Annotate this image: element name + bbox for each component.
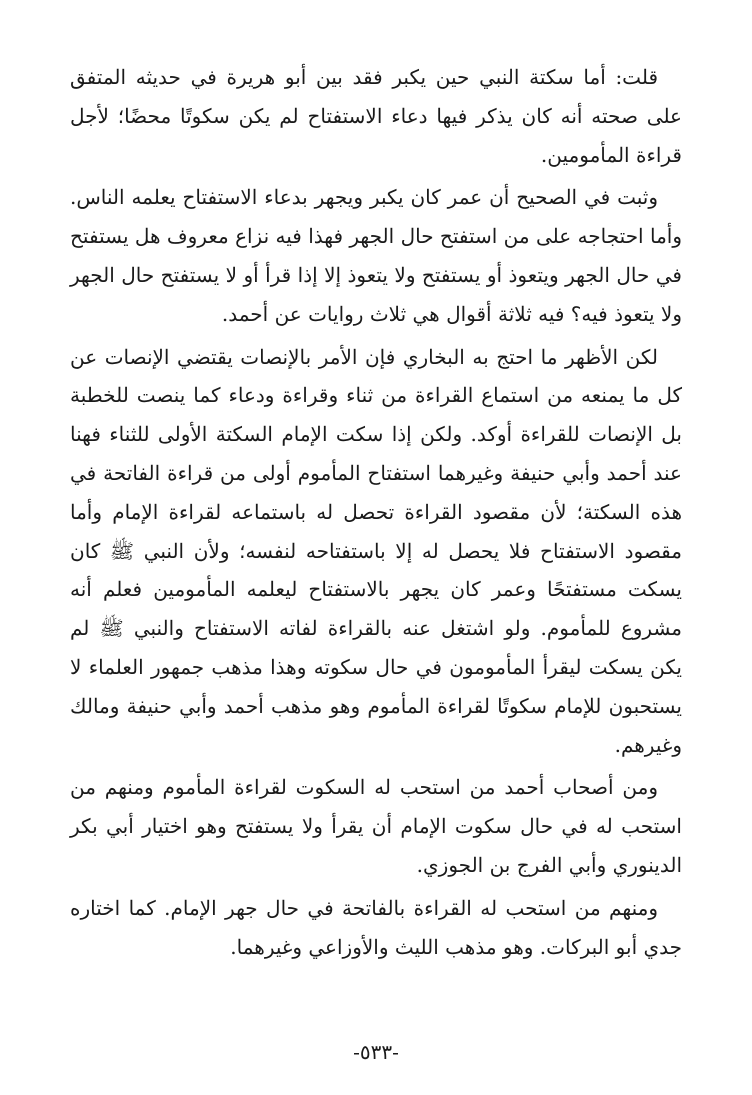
page-number: -٥٣٣-: [353, 1040, 399, 1064]
paragraph-5: ومنهم من استحب له القراءة بالفاتحة في حال جهر الإمام. كما اختاره جدي أبو البركات. وهو مذهب الليث والأوزاعي وغيرهما.: [70, 895, 682, 959]
paragraph-4: ومن أصحاب أحمد من استحب له السكوت لقراءة المأموم ومنهم من استحب له في حال سكوت الإمام أن يقرأ ولا يستفتح وهو اختيار أبي بكر الدينوري وأبي الفرج بن الجوزي.: [70, 775, 682, 877]
body-text: [70, 58, 682, 970]
paragraph-1: قلت: أما سكتة النبي حين يكبر فقد بين أبو هريرة في حديثه المتفق على صحته أنه كان يذكر فيها دعاء الاستفتاح لم يكن سكوتًا محضًا؛ لأجل قراءة المأمومين.: [70, 65, 682, 167]
paragraph-2: وثبت في الصحيح أن عمر كان يكبر ويجهر بدعاء الاستفتاح يعلمه الناس. وأما احتجاجه على من استفتح حال الجهر فهذا فيه نزاع معروف هل يستفتح في حال الجهر ويتعوذ أو يستفتح ولا يتعوذ إلا إذا قرأ أو لا يستفتح حال الجهر ولا يتعوذ فيه؟ فيه ثلاثة أقوال هي ثلاث روايات عن أحمد.: [70, 185, 682, 326]
paragraph-3: لكن الأظهر ما احتج به البخاري فإن الأمر بالإنصات يقتضي الإنصات عن كل ما يمنعه من استماع القراءة من ثناء وقراءة ودعاء كما ينصت للخطبة بل الإنصات للقراءة أوكد. ولكن إذا سكت الإمام السكتة الأولى للثناء فهنا عند أحمد وأبي حنيفة وغيرهما استفتاح المأموم أولى من قراءة الفاتحة في هذه السكتة؛ لأن مقصود القراءة تحصل له باستماعه لقراءة الإمام وأما مقصود الاستفتاح فلا يحصل له إلا باستفتاحه لنفسه؛ ولأن النبي ﷺ كان يسكت مستفتحًا وعمر كان يجهر بالاستفتاح ليعلمه المأمومين فعلم أنه مشروع للمأموم. ولو اشتغل عنه بالقراءة لفاته الاستفتاح والنبي ﷺ لم يكن يسكت ليقرأ المأمومون في حال سكوته وهذا مذهب جمهور العلماء لا يستحبون للإمام سكوتًا لقراءة المأموم وهو مذهب أحمد وأبي حنيفة ومالك وغيرهم.: [70, 344, 683, 757]
